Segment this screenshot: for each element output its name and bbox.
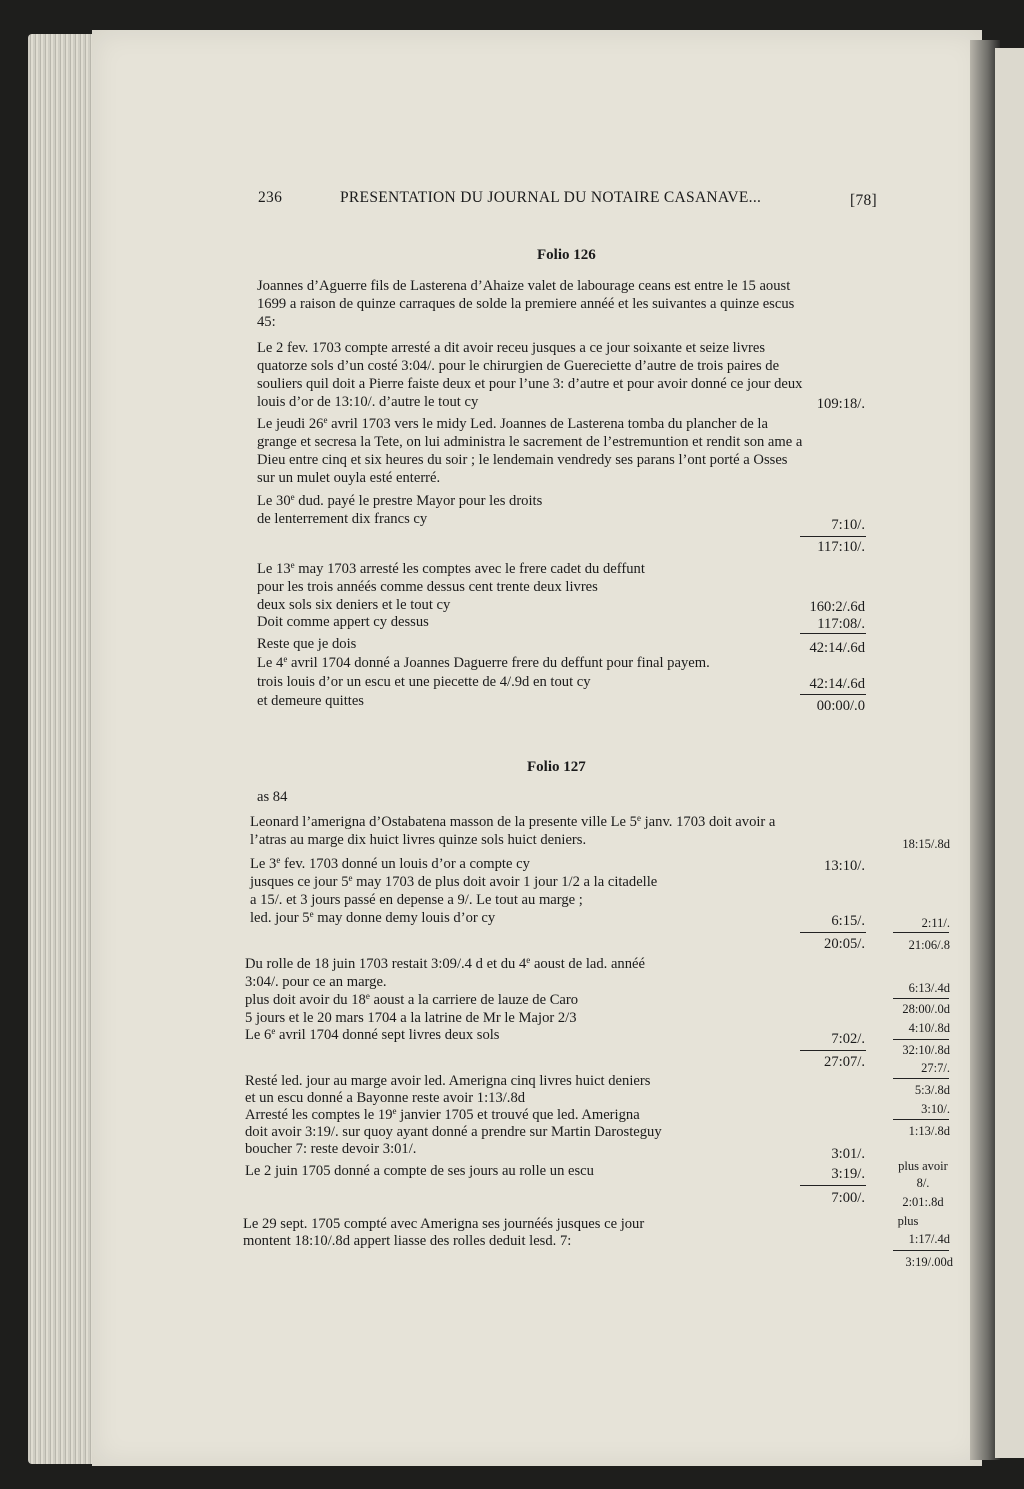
- text-line: Reste que je dois: [257, 636, 357, 652]
- margin-amount: 32:10/.8d: [902, 1043, 950, 1057]
- amount: 13:10/.: [824, 858, 865, 874]
- margin-rule: [893, 1250, 949, 1251]
- text-line: 1699 a raison de quinze carraques de solde la premiere annéé et les suivantes a quinze escus: [257, 296, 795, 312]
- text-line: Dieu entre cinq et six heures du soir ; le lendemain vendredy ses parans l’ont porté a Osses: [257, 452, 788, 468]
- text-line: de lenterrement dix francs cy: [257, 511, 428, 527]
- margin-amount: 2:11/.: [921, 916, 950, 930]
- margin-note: plus avoir: [898, 1159, 948, 1173]
- sum-rule: [800, 633, 866, 634]
- text-line: 3:04/. pour ce an marge.: [245, 974, 387, 990]
- margin-rule: [893, 998, 949, 999]
- text-line: Doit comme appert cy dessus: [257, 614, 429, 630]
- amount: 20:05/.: [824, 936, 865, 952]
- text-line: sur un mulet ouyla esté enterré.: [257, 470, 441, 486]
- book-page: [92, 30, 982, 1466]
- amount: 117:08/.: [817, 616, 865, 632]
- amount: 7:02/.: [831, 1031, 865, 1047]
- text-line: Du rolle de 18 juin 1703 restait 3:09/.4 d et du 4e aoust de lad. annéé: [245, 955, 645, 972]
- margin-amount: 1:17/.4d: [908, 1232, 950, 1246]
- margin-amount: 28:00/.0d: [902, 1002, 950, 1016]
- margin-amount: 5:3/.8d: [914, 1083, 950, 1097]
- margin-amount: 3:19/.00d: [905, 1255, 953, 1269]
- amount: 7:10/.: [831, 517, 865, 533]
- text-line: quatorze sols d’un costé 3:04/. pour le chirurgien de Guereciette d’autre de trois paires de: [257, 358, 780, 374]
- text-line: Arresté les comptes le 19e janvier 1705 et trouvé que led. Amerigna: [245, 1106, 640, 1123]
- text-line: l’atras au marge dix huict livres quinze sols huict deniers.: [250, 832, 587, 848]
- amount: 160:2/.6d: [809, 599, 865, 615]
- text-line: Le 2 juin 1705 donné a compte de ses jours au rolle un escu: [245, 1163, 594, 1179]
- text-line: deux sols six deniers et le tout cy: [257, 597, 451, 613]
- running-title: PRESENTATION DU JOURNAL DU NOTAIRE CASANAVE...: [340, 189, 762, 206]
- text-line: plus doit avoir du 18e aoust a la carriere de lauze de Caro: [245, 991, 579, 1008]
- text-line: et un escu donné a Bayonne reste avoir 1:13/.8d: [245, 1090, 526, 1106]
- text-line: trois louis d’or un escu et une piecette de 4/.9d en tout cy: [257, 674, 591, 690]
- margin-amount: 4:10/.8d: [908, 1021, 950, 1035]
- text-line: Joannes d’Aguerre fils de Lasterena d’Ahaize valet de labourage ceans est entre le 15 aoust: [257, 278, 791, 294]
- text-line: led. jour 5e may donne demy louis d’or cy: [250, 909, 496, 926]
- text-line: Le 6e avril 1704 donné sept livres deux sols: [245, 1026, 500, 1043]
- margin-rule: [893, 1078, 949, 1079]
- text-line: pour les trois annéés comme dessus cent trente deux livres: [257, 579, 598, 595]
- margin-rule: [893, 932, 949, 933]
- text-line: Leonard l’amerigna d’Ostabatena masson de la presente ville Le 5e janv. 1703 doit avoir a: [250, 813, 776, 830]
- sum-rule: [800, 1185, 866, 1186]
- text-line: grange et secresa la Tete, on lui administra le sacrement de l’estremuntion et rendit son ame a: [257, 434, 803, 450]
- amount-total: 117:10/.: [817, 539, 865, 555]
- margin-rule: [893, 1039, 949, 1040]
- text-line: Le 13e may 1703 arresté les comptes avec le frere cadet du deffunt: [257, 560, 645, 577]
- text-line: Le 3e fev. 1703 donné un louis d’or a compte cy: [250, 855, 530, 872]
- text-line: jusques ce jour 5e may 1703 de plus doit avoir 1 jour 1/2 a la citadelle: [250, 873, 658, 890]
- page-number: 236: [258, 189, 283, 206]
- text-line: Le 2 fev. 1703 compte arresté a dit avoir receu jusques a ce jour soixante et seize livres: [257, 340, 766, 356]
- margin-amount: 6:13/.4d: [908, 981, 950, 995]
- section-reference: [78]: [850, 192, 878, 209]
- folio-126-title: Folio 126: [537, 247, 596, 263]
- amount: 42:14/.6d: [809, 640, 865, 656]
- text-line: Resté led. jour au marge avoir led. Amerigna cinq livres huict deniers: [245, 1073, 651, 1089]
- text-line: doit avoir 3:19/. sur quoy ayant donné a prendre sur Martin Darosteguy: [245, 1124, 662, 1140]
- margin-amount: 3:10/.: [921, 1102, 950, 1116]
- margin-amount: 21:06/.8: [908, 938, 950, 952]
- text-line: Le 4e avril 1704 donné a Joannes Daguerre frere du deffunt pour final payem.: [257, 654, 710, 671]
- text-line: Le 29 sept. 1705 compté avec Amerigna ses journéés jusques ce jour: [243, 1216, 645, 1232]
- sum-rule: [800, 932, 866, 933]
- amount-balance: 00:00/.0: [816, 698, 865, 714]
- text-line: a 15/. et 3 jours passé en depense a 9/. Le tout au marge ;: [250, 892, 583, 908]
- sum-rule: [800, 536, 866, 537]
- amount: 42:14/.6d: [809, 676, 865, 692]
- facing-page-edge: [995, 48, 1024, 1458]
- margin-amount: 2:01:.8d: [902, 1195, 944, 1209]
- margin-rule: [893, 1119, 949, 1120]
- amount: 27:07/.: [824, 1054, 865, 1070]
- margin-note: plus: [897, 1214, 919, 1228]
- amount: 3:01/.: [831, 1146, 865, 1162]
- amount: 6:15/.: [831, 913, 865, 929]
- amount: 3:19/.: [831, 1166, 865, 1182]
- sum-rule: [800, 694, 866, 695]
- text-line: 5 jours et le 20 mars 1704 a la latrine de Mr le Major 2/3: [245, 1010, 577, 1026]
- text-line: boucher 7: reste devoir 3:01/.: [245, 1141, 417, 1157]
- text-line: Le 30e dud. payé le prestre Mayor pour les droits: [257, 492, 543, 509]
- text-line: louis d’or de 13:10/. d’autre le tout cy: [257, 394, 479, 410]
- margin-amount: 27:7/.: [921, 1061, 950, 1075]
- text-line: 45:: [257, 314, 276, 330]
- sum-rule: [800, 1050, 866, 1051]
- text-line: as 84: [257, 789, 288, 805]
- text-line: montent 18:10/.8d appert liasse des rolles deduit lesd. 7:: [243, 1233, 572, 1249]
- margin-amount: 18:15/.8d: [902, 837, 950, 851]
- margin-amount: 1:13/.8d: [908, 1124, 950, 1138]
- text-line: Le jeudi 26e avril 1703 vers le midy Led. Joannes de Lasterena tomba du plancher de la: [257, 415, 768, 432]
- text-line: souliers quil doit a Pierre faiste deux et pour l’une 3: d’autre et pour avoir donné ce jour deux: [257, 376, 803, 392]
- text-line: et demeure quittes: [257, 693, 364, 709]
- amount: 109:18/.: [816, 396, 865, 412]
- margin-note: 8/.: [916, 1176, 930, 1190]
- folio-127-title: Folio 127: [527, 759, 586, 775]
- amount: 7:00/.: [831, 1190, 865, 1206]
